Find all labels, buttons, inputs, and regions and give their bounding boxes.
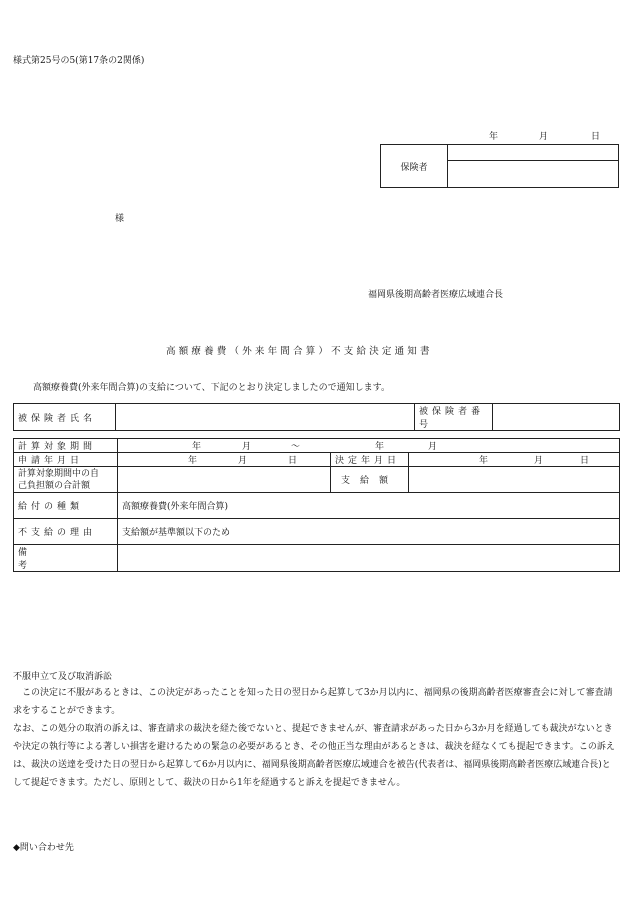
insured-number-label: 被保険者番号 (415, 404, 493, 431)
appeal-paragraph-2: なお、この処分の取消の訴えは、審査請求の裁決を経た後でないと、提起できませんが、審査請求があった日から3か月を経過しても裁決がないときや決定の執行等による著しい損害を避けるための緊急の必要があるとき、その他正当な理由があるときは、裁決を経なくても提起できます。この訴えは、裁決の送達を受けた日の翌日から起算して6か月以内に、福岡県後期高齢者医療広域連合を被告(代表者は、福岡県後期高齢者医療広域連合長)として提起できます。ただし、原則として、裁決の日から1年を経過すると訴えを提起できません。 (13, 724, 615, 788)
page-title: 高額療養費（外来年間合算）不支給決定通知書 (166, 346, 433, 357)
insured-table (13, 403, 620, 431)
issue-year: 年 (489, 132, 499, 142)
insurer-box (380, 144, 619, 188)
remarks-label: 備考 (14, 545, 118, 572)
period-label: 計算対象期間 (14, 439, 118, 453)
period-value (118, 439, 620, 453)
appeal-paragraph-1: この決定に不服があるときは、この決定があったことを知った日の翌日から起算して3か月以内に、福岡県の後期高齢者医療審査会に対して審査請求をすることができます。 (13, 688, 613, 716)
selfpay-label (14, 467, 118, 493)
benefit-type-label: 給付の種類 (14, 493, 118, 519)
apply-date-value (118, 453, 331, 467)
contact-heading: ◆問い合わせ先 (13, 843, 74, 853)
decision-month: 月 (534, 456, 544, 466)
insurer-cell-1 (448, 145, 619, 161)
addressee-suffix: 様 (115, 214, 125, 224)
insurer-cell-2 (448, 161, 619, 188)
decision-date-label: 決定年月日 (331, 453, 409, 467)
apply-day: 日 (288, 456, 298, 466)
form-number: 様式第25号の5(第17条の2関係) (13, 56, 145, 66)
period-month1: 月 (242, 442, 252, 452)
decision-date-value (409, 453, 620, 467)
payment-label: 支給額 (331, 467, 409, 493)
period-month2: 月 (428, 442, 438, 452)
insured-number-value (493, 404, 620, 431)
payment-value (409, 467, 620, 493)
benefit-type-value: 高額療養費(外来年間合算) (118, 493, 620, 519)
decision-day: 日 (580, 456, 590, 466)
selfpay-value (118, 467, 331, 493)
appeal-heading: 不服申立て及び取消訴訟 (13, 672, 113, 682)
apply-month: 月 (238, 456, 248, 466)
period-tilde: 〜 (291, 442, 301, 452)
period-year1: 年 (192, 442, 202, 452)
reason-value: 支給額が基準額以下のため (118, 519, 620, 545)
remarks-value (118, 545, 620, 572)
issue-day: 日 (591, 132, 601, 142)
decision-year: 年 (479, 456, 489, 466)
apply-year: 年 (188, 456, 198, 466)
insurer-label: 保険者 (381, 145, 448, 188)
issuer-name: 福岡県後期高齢者医療広域連合長 (368, 290, 504, 300)
detail-table (13, 438, 620, 572)
insured-name-value (116, 404, 415, 431)
apply-date-label: 申請年月日 (14, 453, 118, 467)
issue-month: 月 (539, 132, 549, 142)
period-year2: 年 (375, 442, 385, 452)
selfpay-label-line1: 計算対象期間中の自 (18, 468, 100, 479)
intro-text: 高額療養費(外来年間合算)の支給について、下記のとおり決定しましたので通知します。 (33, 383, 390, 393)
insured-name-label: 被保険者氏名 (14, 404, 116, 431)
reason-label: 不支給の理由 (14, 519, 118, 545)
selfpay-label-line2: 己負担額の合計額 (18, 480, 91, 491)
